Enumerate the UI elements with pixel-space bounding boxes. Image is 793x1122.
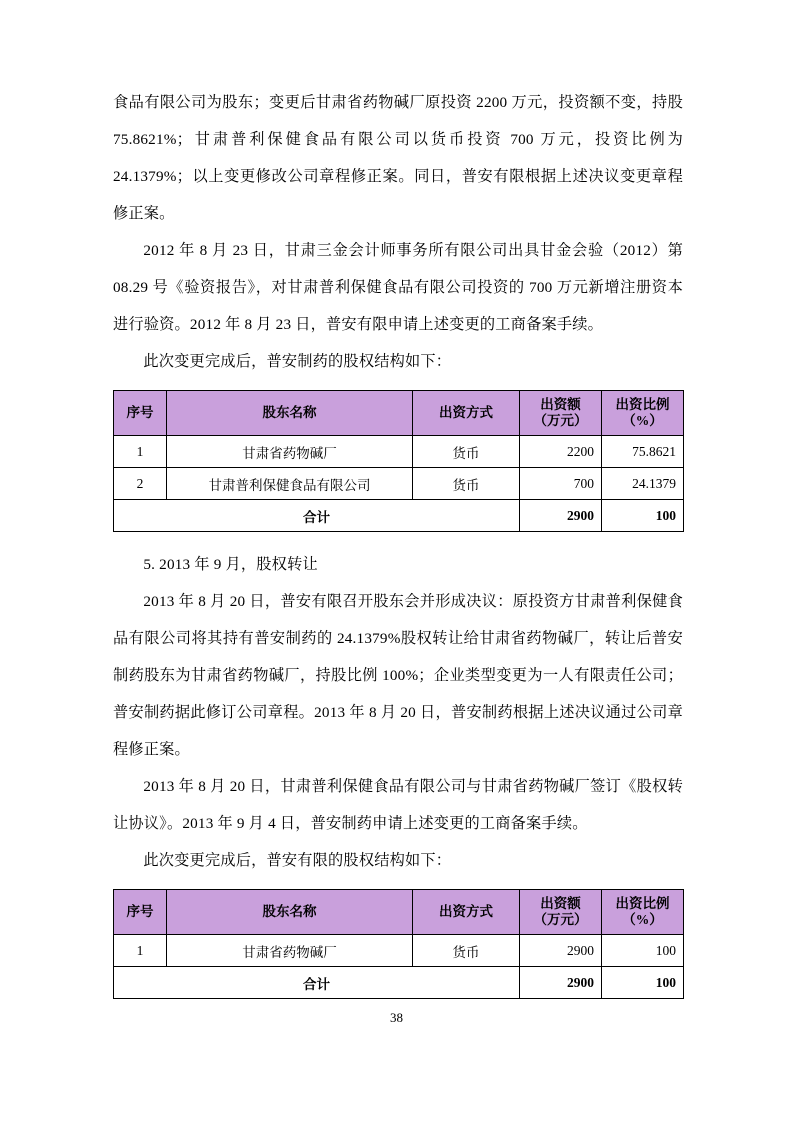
cell-total-percent: 100 xyxy=(602,967,684,999)
shareholder-structure-table-one xyxy=(113,390,684,532)
cell-amount: 2900 xyxy=(520,935,602,967)
header-line1: 出资额 xyxy=(540,896,581,912)
cell-percent: 100 xyxy=(602,935,684,967)
table-total-row xyxy=(114,967,684,999)
table-header-row xyxy=(114,890,684,935)
header-line2: （万元） xyxy=(533,413,588,428)
table-two-header-percent xyxy=(602,890,684,935)
table-one-header-way xyxy=(413,391,520,436)
table-two-header-seq xyxy=(114,890,167,935)
cell-name: 甘肃普利保健食品有限公司 xyxy=(167,468,413,500)
paragraph-table-one-intro: 此次变更完成后，普安制药的股权结构如下： xyxy=(143,353,452,370)
table-total-row xyxy=(114,500,684,532)
cell-total-label: 合计 xyxy=(114,967,520,999)
header-line1: 股东名称 xyxy=(262,405,317,421)
header-line1: 序号 xyxy=(126,904,154,920)
cell-amount: 700 xyxy=(520,468,602,500)
table-one-header-percent xyxy=(602,391,684,436)
paragraph-transfer-agreement: 2013 年 8 月 20 日，甘肃普利保健食品有限公司与甘肃省药物碱厂签订《股权转让协议》。2013 年 9 月 4 日，普安制药申请上述变更的工商备案手续。 xyxy=(113,778,683,832)
header-line1: 出资方式 xyxy=(439,904,493,920)
paragraph-section-heading: 5. 2013 年 9 月，股权转让 xyxy=(143,556,318,573)
shareholder-structure-table-two xyxy=(113,889,684,999)
page-number: 38 xyxy=(390,1010,403,1025)
spacer-after-table-one xyxy=(113,532,683,546)
paragraph-continued: 食品有限公司为股东；变更后甘肃省药物碱厂原投资 2200 万元，投资额不变，持股 75.8621%；甘肃普利保健食品有限公司以货币投资 700 万元，投资比例为 24.1379%；以上变更修改公司章程修正案。同日，普安有限根据上述决议变更章程修正案。 xyxy=(113,94,683,222)
paragraph-verification-report: 2012 年 8 月 23 日，甘肃三金会计师事务所有限公司出具甘金会验（2012）第 08.29 号《验资报告》，对甘肃普利保健食品有限公司投资的 700 万元新增注册资本进行验资。2012 年 8 月 23 日，普安有限申请上述变更的工商备案手续。 xyxy=(113,242,683,333)
cell-way: 货币 xyxy=(413,935,520,967)
cell-amount: 2200 xyxy=(520,436,602,468)
cell-seq: 2 xyxy=(114,468,167,500)
paragraph-table-two-intro: 此次变更完成后，普安有限的股权结构如下： xyxy=(143,852,452,869)
table-one-header-name xyxy=(167,391,413,436)
cell-total-amount: 2900 xyxy=(520,967,602,999)
cell-seq: 1 xyxy=(114,436,167,468)
table-header-row xyxy=(114,391,684,436)
cell-percent: 75.8621 xyxy=(602,436,684,468)
spacer-before-table-one xyxy=(113,380,683,390)
table-two-header-way xyxy=(413,890,520,935)
cell-way: 货币 xyxy=(413,468,520,500)
cell-seq: 1 xyxy=(114,935,167,967)
table-one-header-seq xyxy=(114,391,167,436)
table-two-header-amount xyxy=(520,890,602,935)
page-content xyxy=(113,84,683,999)
header-line1: 出资比例 xyxy=(615,397,670,413)
cell-name: 甘肃省药物碱厂 xyxy=(167,436,413,468)
table-row xyxy=(114,935,684,967)
header-line2: （万元） xyxy=(533,912,588,927)
paragraph-resolution: 2013 年 8 月 20 日，普安有限召开股东会并形成决议：原投资方甘肃普利保健食品有限公司将其持有普安制药的 24.1379%股权转让给甘肃省药物碱厂，转让后普安制药股东为甘肃省药物碱厂，持股比例 100%；企业类型变更为一人有限责任公司；普安制药据此修订公司章程。2013 年 8 月 20 日，普安制药根据上述决议通过公司章程修正案。 xyxy=(113,593,683,758)
cell-total-percent: 100 xyxy=(602,500,684,532)
table-two-header-name xyxy=(167,890,413,935)
header-line1: 出资方式 xyxy=(439,405,493,421)
header-line2: （%） xyxy=(622,912,663,927)
table-row xyxy=(114,436,684,468)
cell-total-amount: 2900 xyxy=(520,500,602,532)
header-line1: 序号 xyxy=(126,405,154,421)
cell-percent: 24.1379 xyxy=(602,468,684,500)
cell-total-label: 合计 xyxy=(114,500,520,532)
header-line2: （%） xyxy=(622,413,663,428)
table-one-header-amount xyxy=(520,391,602,436)
spacer-before-table-two xyxy=(113,879,683,889)
header-line1: 股东名称 xyxy=(262,904,317,920)
cell-name: 甘肃省药物碱厂 xyxy=(167,935,413,967)
table-row xyxy=(114,468,684,500)
cell-way: 货币 xyxy=(413,436,520,468)
header-line1: 出资比例 xyxy=(615,896,670,912)
header-line1: 出资额 xyxy=(540,397,581,413)
